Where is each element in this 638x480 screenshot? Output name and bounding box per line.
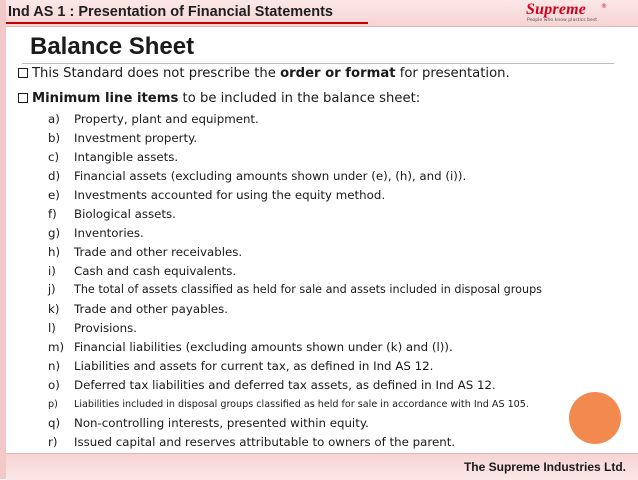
item-marker: o) — [48, 378, 60, 392]
list-item-o — [48, 378, 496, 392]
left-accent-bar — [0, 0, 6, 479]
item-text: Cash and cash equivalents. — [74, 264, 237, 278]
list-item-c — [48, 150, 178, 164]
item-marker: p) — [48, 399, 58, 410]
item-text: Intangible assets. — [74, 150, 179, 164]
bullet-minimum-line-items — [18, 91, 420, 106]
list-item-d — [48, 169, 466, 183]
list-item-e — [48, 188, 385, 202]
item-marker: b) — [48, 131, 61, 145]
item-marker: m) — [48, 340, 65, 354]
bullet-no-prescribed-format — [18, 66, 510, 81]
list-item-k — [48, 302, 228, 316]
item-marker: d) — [48, 169, 61, 183]
item-marker: g) — [48, 226, 61, 240]
item-text: Financial liabilities (excluding amounts shown under (k) and (l)). — [74, 340, 453, 354]
section-heading: Balance Sheet — [30, 33, 195, 60]
list-item-a — [48, 112, 259, 126]
list-item-j — [48, 283, 542, 296]
item-marker: l) — [48, 321, 56, 335]
item-text: Biological assets. — [74, 207, 176, 221]
item-text: Investment property. — [74, 131, 198, 145]
item-marker: q) — [48, 416, 61, 430]
item-text: Trade and other receivables. — [74, 245, 243, 259]
list-item-i — [48, 264, 236, 278]
item-text: Provisions. — [74, 321, 137, 335]
decorative-circle — [569, 392, 621, 444]
item-text: The total of assets classified as held for sale and assets included in disposal groups — [74, 283, 542, 296]
item-text: Issued capital and reserves attributable to owners of the parent. — [74, 435, 456, 449]
item-marker: n) — [48, 359, 61, 373]
list-item-h — [48, 245, 242, 259]
list-item-n — [48, 359, 433, 373]
item-text: Deferred tax liabilities and deferred tax assets, as defined in Ind AS 12. — [74, 378, 496, 392]
item-marker: a) — [48, 112, 60, 126]
title-underline — [6, 22, 368, 24]
item-marker: k) — [48, 302, 60, 316]
item-marker: j) — [48, 283, 56, 296]
item-marker: r) — [48, 435, 58, 449]
item-text: Liabilities included in disposal groups classified as held for sale in accordance with Ind AS 105. — [74, 399, 529, 410]
bullet-text-end: for presentation. — [395, 66, 510, 81]
slide-title: Ind AS 1 : Presentation of Financial Statements — [8, 4, 333, 20]
item-text: Financial assets (excluding amounts shown under (e), (h), and (i)). — [74, 169, 467, 183]
list-item-r — [48, 435, 455, 449]
company-logo — [526, 2, 610, 24]
bullet-bold-text: order or format — [280, 66, 396, 81]
list-item-m — [48, 340, 453, 354]
bullet-text-end: to be included in the balance sheet: — [178, 91, 421, 106]
list-item-f — [48, 207, 176, 221]
item-marker: h) — [48, 245, 61, 259]
item-marker: i) — [48, 264, 56, 278]
list-item-p — [48, 399, 529, 410]
item-marker: c) — [48, 150, 60, 164]
list-item-l — [48, 321, 137, 335]
list-item-g — [48, 226, 144, 240]
item-text: Trade and other payables. — [74, 302, 229, 316]
item-text: Liabilities and assets for current tax, as defined in Ind AS 12. — [74, 359, 434, 373]
heading-divider — [22, 63, 614, 64]
item-text: Non-controlling interests, presented within equity. — [74, 416, 369, 430]
bullet-bold-text: Minimum line items — [32, 91, 179, 106]
item-marker: f) — [48, 207, 57, 221]
list-item-q — [48, 416, 369, 430]
logo-wordmark: Supreme — [526, 1, 587, 18]
item-text: Property, plant and equipment. — [74, 112, 259, 126]
registered-mark: ® — [601, 3, 607, 10]
logo-tagline: People who know plastics best — [527, 18, 598, 23]
item-marker: e) — [48, 188, 60, 202]
footer-company-name: The Supreme Industries Ltd. — [463, 460, 626, 474]
bullet-text: This Standard does not prescribe the — [32, 66, 281, 81]
checkbox-bullet-icon — [18, 68, 28, 78]
checkbox-bullet-icon — [18, 93, 28, 103]
list-item-b — [48, 131, 197, 145]
item-text: Inventories. — [74, 226, 144, 240]
item-text: Investments accounted for using the equity method. — [74, 188, 386, 202]
